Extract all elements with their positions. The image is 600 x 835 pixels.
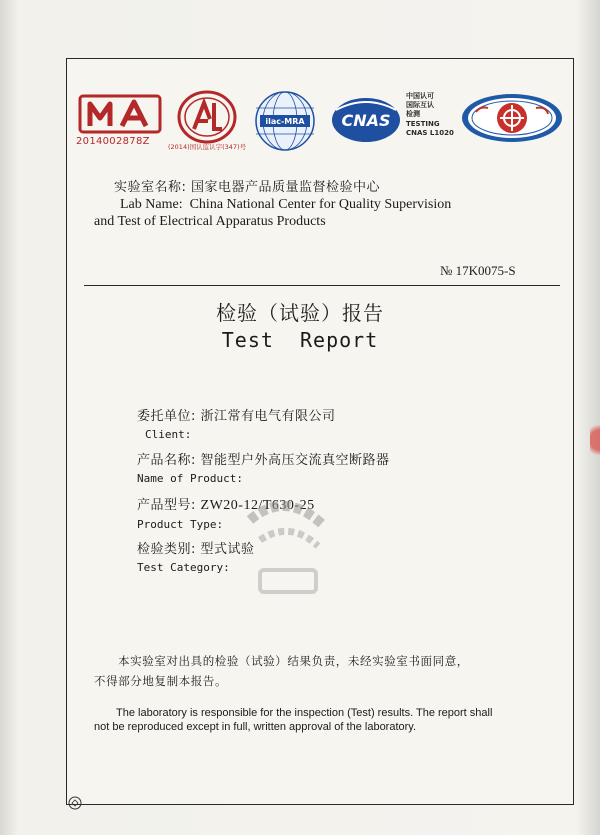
stamp-watermark-icon	[230, 480, 340, 610]
recycle-mark-icon	[68, 796, 82, 810]
svg-text:ilac-MRA: ilac-MRA	[265, 117, 305, 126]
notice-en-line-1: The laboratory is responsible for the inspection (Test) results. The report shall	[116, 707, 493, 719]
notice-cn-line-1: 本实验室对出具的检验（试验）结果负责，未经实验室书面同意，	[118, 654, 469, 668]
binding-mark	[590, 420, 600, 460]
report-title-cn: 检验（试验）报告	[216, 301, 384, 325]
field-test-category-value: 型式试验	[200, 542, 255, 557]
field-product-name-cn-label: 产品名称:	[137, 453, 196, 468]
field-product-name-cn	[137, 449, 390, 468]
field-test-category-cn-label: 检验类别:	[137, 542, 196, 557]
field-client	[137, 405, 336, 441]
cnas-en-line-1: TESTING	[406, 119, 440, 128]
field-product-name-value: 智能型户外高压交流真空断路器	[200, 453, 390, 468]
field-test-category-en-label: Test Category:	[137, 561, 230, 574]
field-client-cn-label: 委托单位:	[137, 409, 196, 424]
cnas-en-line-2: CNAS L1020	[406, 128, 454, 137]
cnas-logo-icon	[330, 96, 402, 144]
lab-name-cn	[114, 179, 451, 196]
cal-logo-icon	[176, 89, 238, 145]
cnas-cn-line-1: 中国认可	[406, 92, 434, 100]
field-product-name-en-label: Name of Product:	[137, 472, 243, 485]
field-client-en-label: Client:	[145, 428, 192, 441]
field-product-type-cn-label: 产品型号:	[137, 498, 196, 513]
lab-name-en-line-2: and Test of Electrical Apparatus Products	[94, 214, 326, 229]
report-number: № 17K0075-S	[440, 263, 516, 278]
accreditation-logos	[74, 86, 564, 166]
lab-name-en-label: Lab Name:	[120, 197, 183, 212]
field-client-value: 浙江常有电气有限公司	[200, 409, 336, 424]
lab-name-en-value-1: China National Center for Quality Supervision	[189, 197, 452, 212]
cma-code: 2014002878Z	[76, 136, 150, 147]
lab-name-cn-label: 实验室名称:	[114, 180, 187, 195]
lab-name-block	[94, 179, 452, 230]
report-title-en: Test Report	[221, 328, 379, 352]
field-product-type-value: ZW20-12/T630-25	[200, 498, 315, 513]
notice-en-line-2: not be reproduced except in full, written approval of the laboratory.	[94, 721, 417, 733]
notice-cn	[94, 651, 534, 691]
divider	[84, 285, 560, 286]
lab-name-en	[94, 196, 452, 230]
field-client-cn	[137, 405, 336, 424]
cma-logo-icon	[78, 94, 162, 134]
cqc-logo-icon	[460, 92, 564, 144]
lab-name-cn-value: 国家电器产品质量监督检验中心	[191, 180, 381, 195]
cnas-cn-line-2: 国际互认	[406, 101, 434, 110]
ilac-mra-logo-icon	[254, 90, 316, 152]
notice-en	[94, 706, 554, 734]
field-product-type-en-label: Product Type:	[137, 518, 224, 531]
lab-name-en-line-1	[120, 196, 451, 213]
cal-code: (2014)国认监认字(347)号	[168, 143, 247, 151]
notice-cn-line-2: 不得部分地复制本报告。	[94, 674, 228, 688]
cnas-cn-line-3: 检测	[406, 110, 420, 119]
cnas-accreditation-text	[406, 92, 466, 138]
cnas-logo-text: CNAS	[341, 111, 391, 130]
